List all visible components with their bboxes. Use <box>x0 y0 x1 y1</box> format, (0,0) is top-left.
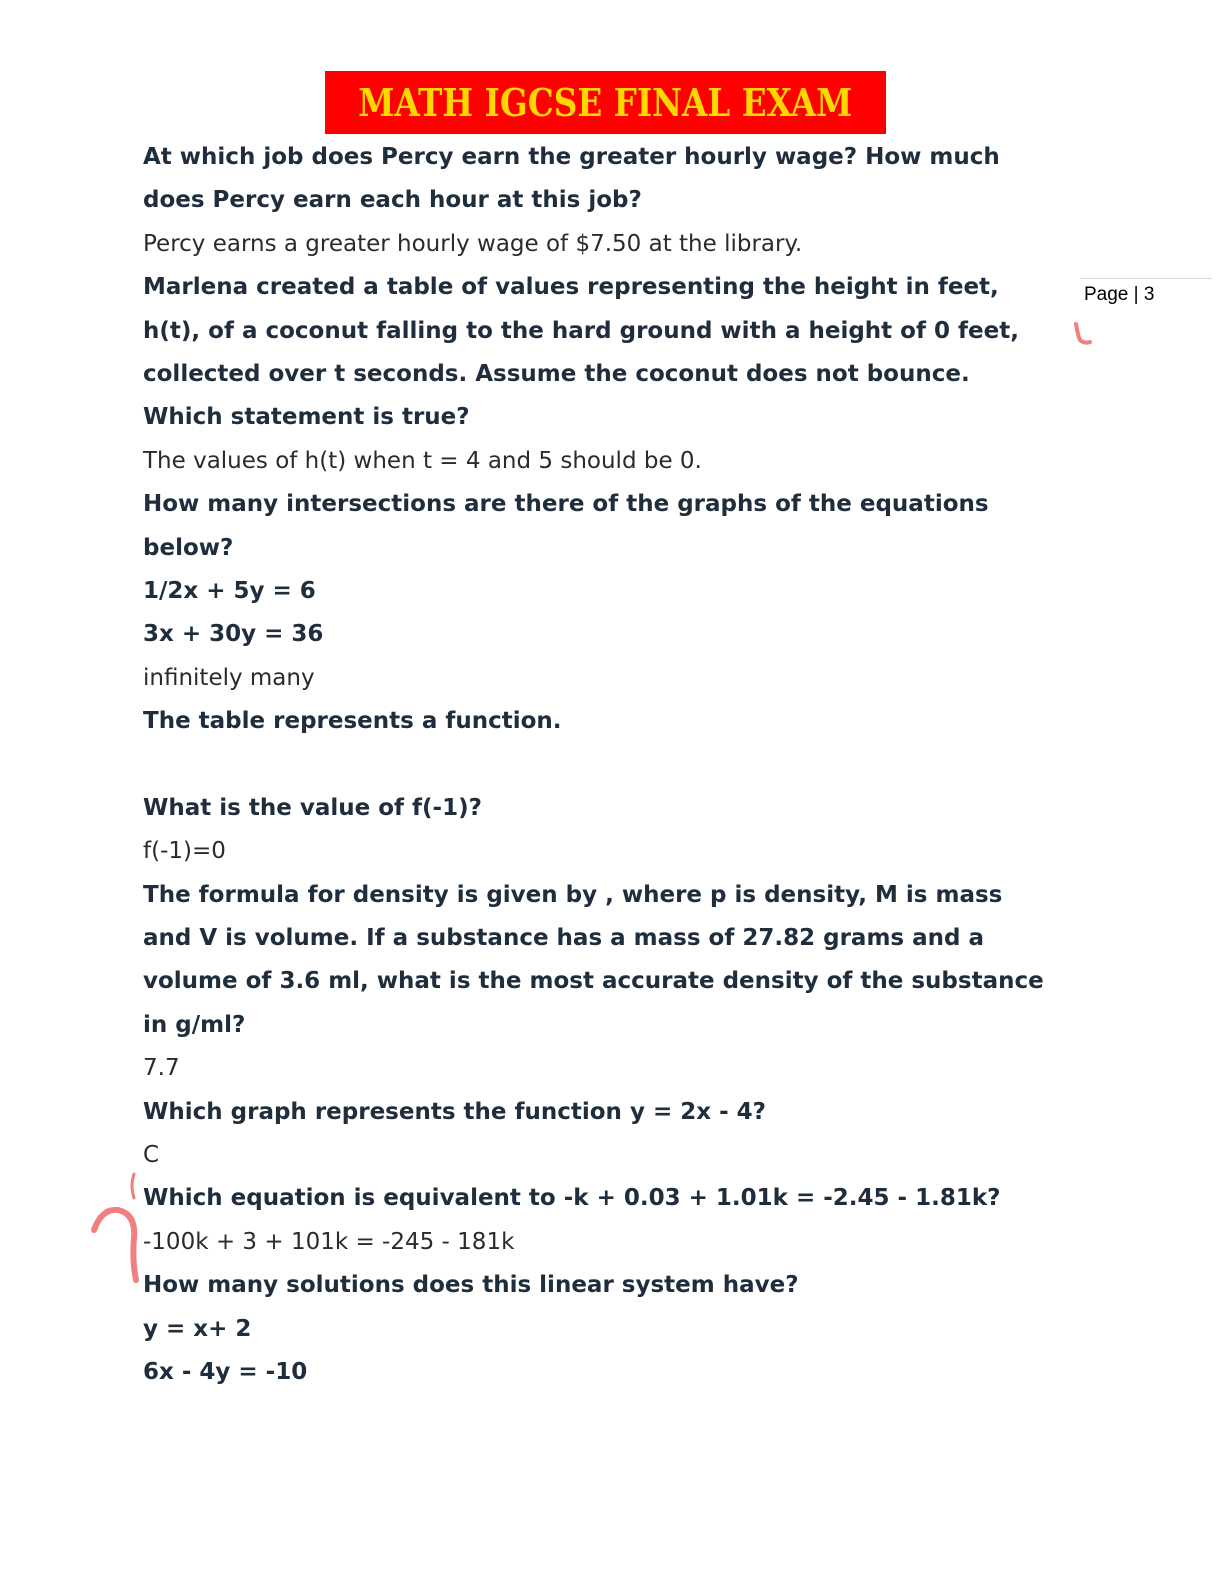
blank-line <box>143 743 1083 786</box>
question-line: Marlena created a table of values representing the height in feet, <box>143 274 999 301</box>
document-title: MATH IGCSE FINAL EXAM <box>358 80 853 125</box>
answer-line: f(-1)=0 <box>143 838 226 865</box>
answer-line: -100k + 3 + 101k = -245 - 181k <box>143 1228 515 1255</box>
answer-line: Percy earns a greater hourly wage of $7.50 at the library. <box>143 230 803 257</box>
question-line: The table represents a function. <box>143 708 562 735</box>
question-line: volume of 3.6 ml, what is the most accurate density of the substance <box>143 968 1044 995</box>
question-line: collected over t seconds. Assume the coconut does not bounce. <box>143 360 970 387</box>
question-line: How many intersections are there of the graphs of the equations <box>143 491 989 518</box>
margin-bracket-icon <box>88 1168 148 1286</box>
answer-line: The values of h(t) when t = 4 and 5 should be 0. <box>143 447 702 474</box>
question-line: 1/2x + 5y = 6 <box>143 577 316 604</box>
question-line: What is the value of f(-1)? <box>143 794 482 821</box>
answer-line: C <box>143 1141 160 1168</box>
question-line: Which statement is true? <box>143 404 470 431</box>
document-body <box>143 136 1083 1394</box>
question-line: 3x + 30y = 36 <box>143 621 324 648</box>
question-line: 6x - 4y = -10 <box>143 1358 308 1385</box>
question-line: y = x+ 2 <box>143 1315 252 1342</box>
question-line: How many solutions does this linear system have? <box>143 1272 799 1299</box>
header-divider <box>1080 278 1212 279</box>
question-line: Which equation is equivalent to -k + 0.03 + 1.01k = -2.45 - 1.81k? <box>143 1185 1001 1212</box>
question-line: Which graph represents the function y = 2x - 4? <box>143 1098 766 1125</box>
title-banner <box>325 71 886 134</box>
page-number: Page | 3 <box>1084 284 1155 305</box>
question-line: below? <box>143 534 234 561</box>
question-line: does Percy earn each hour at this job? <box>143 187 642 214</box>
question-line: At which job does Percy earn the greater hourly wage? How much <box>143 144 1000 170</box>
answer-line: infinitely many <box>143 664 315 691</box>
question-line: and V is volume. If a substance has a mass of 27.82 grams and a <box>143 925 985 952</box>
question-line: The formula for density is given by , where p is density, M is mass <box>143 881 1003 908</box>
question-line: h(t), of a coconut falling to the hard ground with a height of 0 feet, <box>143 317 1019 344</box>
answer-line: 7.7 <box>143 1055 180 1082</box>
question-line: in g/ml? <box>143 1011 246 1038</box>
